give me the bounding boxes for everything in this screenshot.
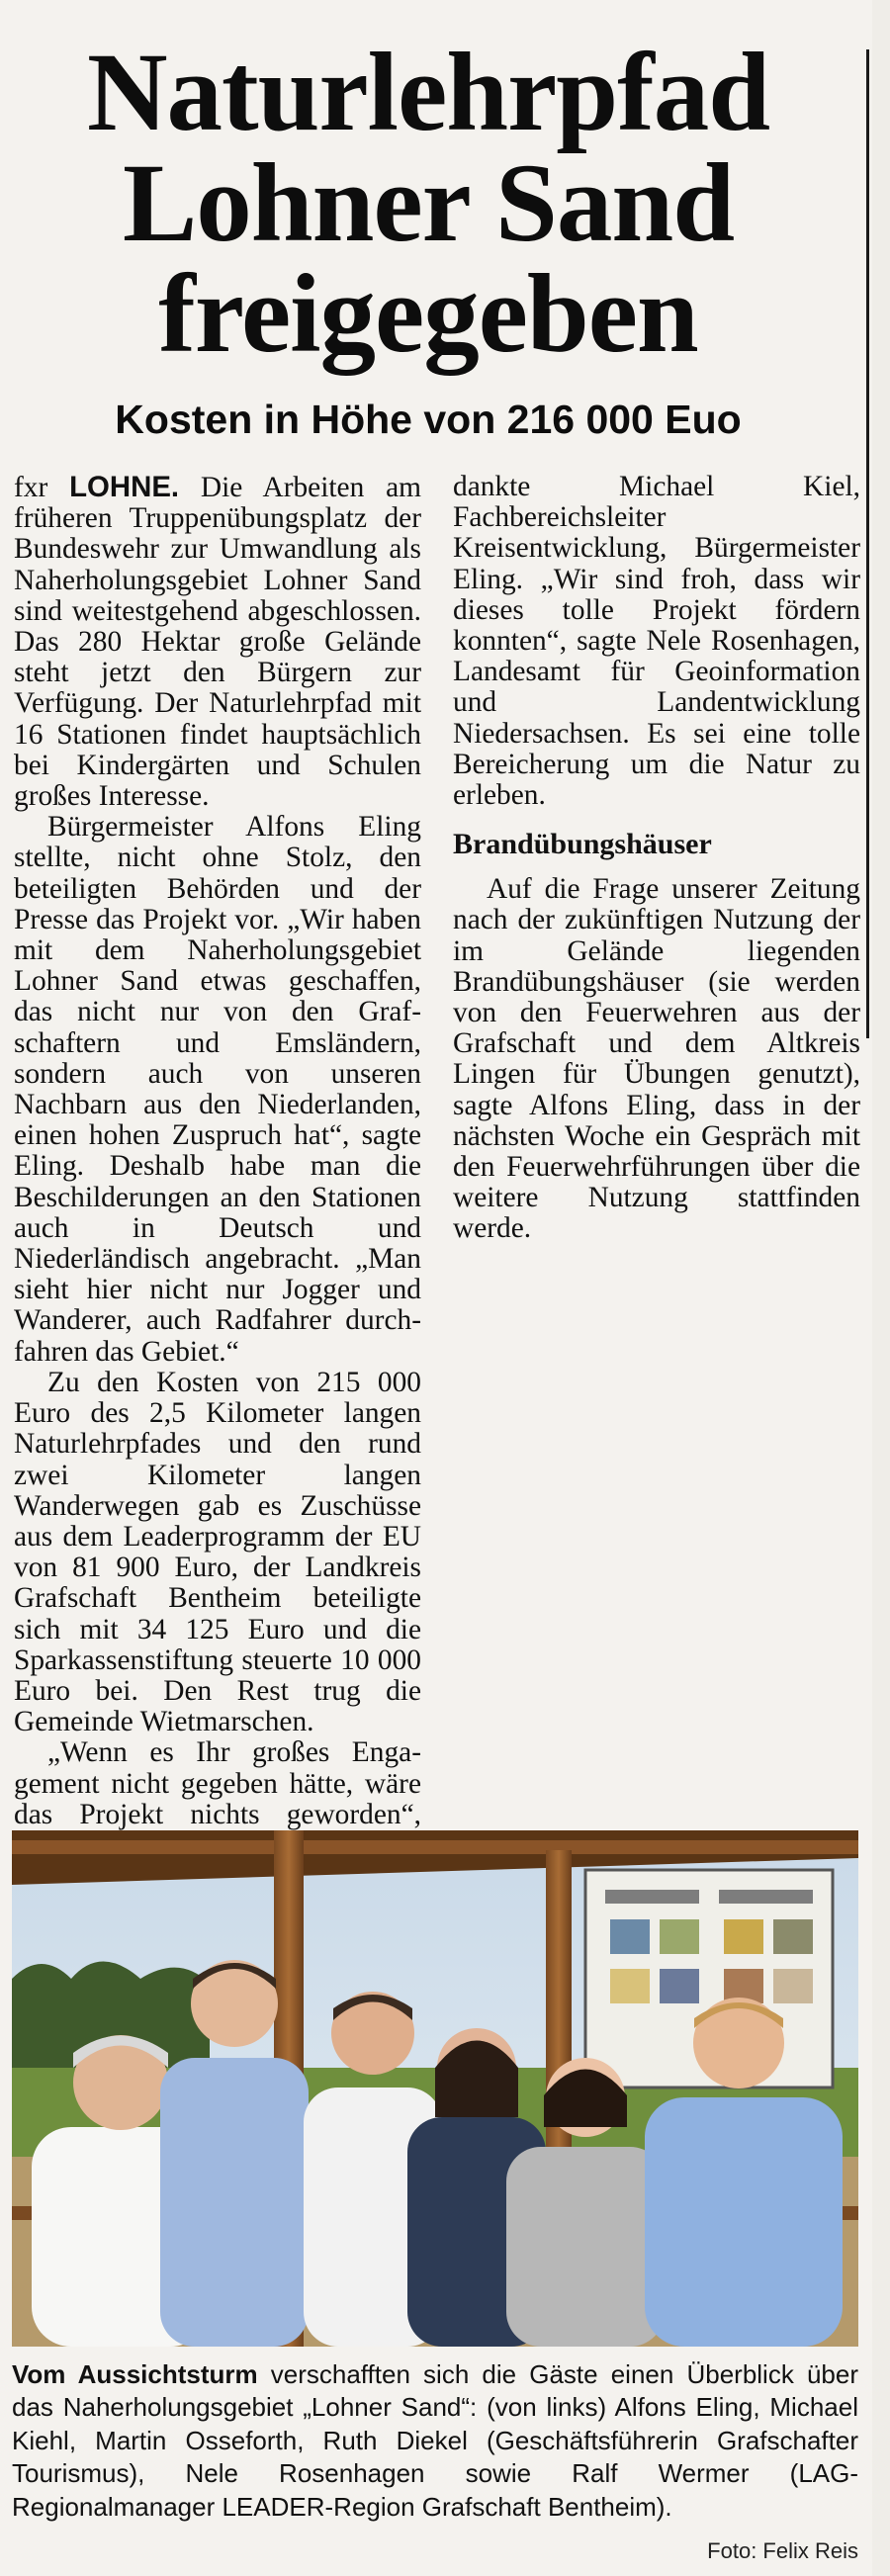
caption-lead: Vom Aussichtsturm (12, 2359, 258, 2389)
column-divider (866, 49, 869, 1038)
paragraph-text: Die Arbeiten am früheren Truppenübungsplatz der Bundeswehr zur Umwandlung als Naherholungsgebiet Lohner Sand sind weitestgehend abgeschlossen. Das 280 Hektar große Gelände steht jetzt den Bürgern zur Verfügung. Der Naturlehrpfad mit 16 Stationen findet hauptsächlich bei Kindergärten und Schulen großes Interesse. (14, 472, 421, 813)
caption-text: verschafften sich die Gäste einen Überblick über das Naherholungsgebiet „Lohner Sand“: (von links) Alfons Eling, Michael Kiehl, Martin Osseforth, Ruth Diekel (Geschäftsführerin Grafschafter Tourismus), Nele Rosenhagen sowie Ralf Wermer (LAG-Regionalmanager LEADER-Region Grafschaft Bentheim). (12, 2359, 859, 2522)
article-paragraph-3: Zu den Kosten von 215 000 Euro des 2,5 Kilometer langen Naturlehrpfades und den rund zwei Kilometer langen Wanderwegen gab es Zuschüsse aus dem Leaderprogramm der EU von 81 900 Euro, der Landkreis Grafschaft Bentheim beteiligte sich mit 34 125 Euro und die Sparkassenstiftung steuerte 10 000 Euro bei. Den Rest trug die Gemeinde Wietmarschen. (14, 1366, 421, 1738)
article-body (14, 472, 860, 1836)
article-paragraph-2: Bürgermeister Alfons Eling stellte, nicht ohne Stolz, den beteiligten Behörden und der Presse das Projekt vor. „Wir haben mit dem Naherholungsgebiet Lohner Sand etwas geschaffen, das nicht nur von den Grafschaftern und Emsländern, sondern auch von unseren Nachbarn aus den Niederlanden, einen hohen Zuspruch hat“, sagte Eling. Deshalb habe man die Beschilderungen an den Stationen auch in Deutsch und Niederländisch angebracht. „Man sieht hier nicht nur Jogger und Wanderer, auch Radfahrer durchfahren das Gebiet.“ (14, 811, 421, 1368)
photo-credit: Foto: Felix Reis (707, 2538, 858, 2563)
article-paragraph-4: „Wenn es Ihr großes Engagement nicht gegeben hätte, wäre das Projekt nichts geworden“, dankte Michael Kiel, Fachbereichsleiter Kreisentwicklung, Bürgermeister Eling. „Wir sind froh, dass wir dieses tolle Projekt fördern konnten“, sagte Nele Rosenhagen, Landesamt für Geoinformation und Landentwicklung Niedersachsen. Es sei eine tolle Bereicherung um die Natur zu erleben. (14, 471, 860, 1830)
photo-caption (12, 2358, 858, 2524)
dateline-author: fxr (14, 472, 48, 503)
section-paragraph: Auf die Frage unserer Zeitung nach der zukünftigen Nutzung der im Gelände liegenden Brandübungshäuser (sie werden von den Feuerwehren aus der Grafschaft und dem Altkreis Lingen für Übungen genutzt), sagte Alfons Eling, dass in der nächsten Woche ein Gespräch mit den Feuerwehrführungen über die weitere Nutzung stattfinden werde. (453, 873, 860, 1245)
article-headline: Naturlehrpfad Lohner Sand freigegeben (86, 31, 770, 376)
section-heading: Brandübungshäuser (453, 828, 712, 861)
article-paragraph-1 (14, 472, 421, 812)
group-photo-illustration (12, 1830, 858, 2347)
page-edge (872, 0, 890, 2576)
group-photo (12, 1830, 858, 2347)
dateline-city: LOHNE. (69, 471, 180, 503)
article-subheadline: Kosten in Höhe von 216 000 Euo (115, 397, 742, 442)
